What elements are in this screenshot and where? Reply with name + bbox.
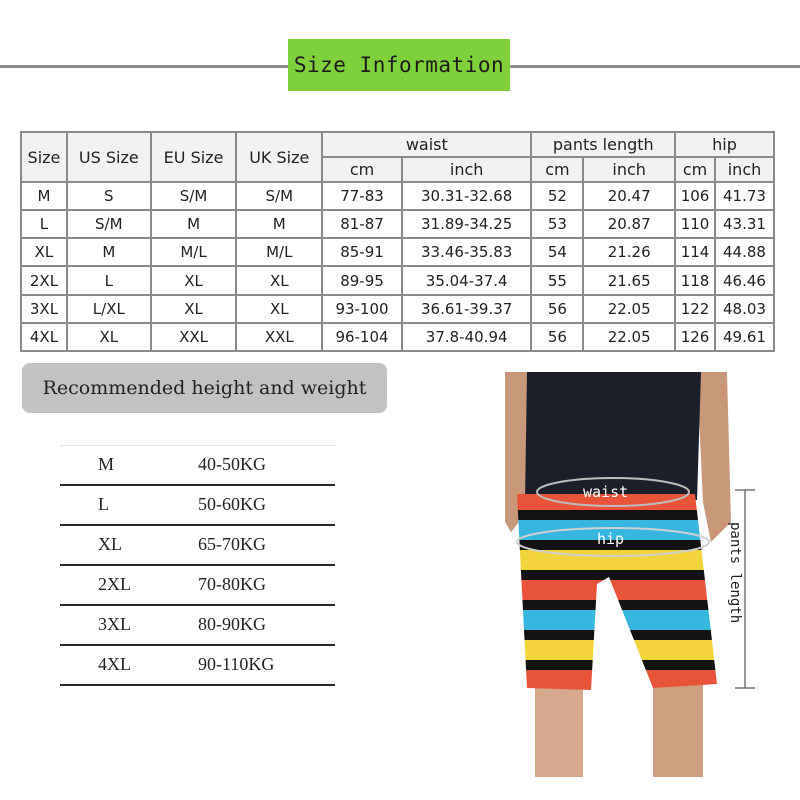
cell-length-cm: 52 xyxy=(531,182,583,210)
reco-weight: 90-110KG xyxy=(198,654,275,674)
cell-length-inch: 20.47 xyxy=(583,182,675,210)
cell-us-size: XL xyxy=(67,323,151,351)
cell-length-inch: 20.87 xyxy=(583,210,675,238)
cell-waist-cm: 96-104 xyxy=(322,323,402,351)
list-item xyxy=(60,486,335,526)
header-eu-size: EU Size xyxy=(151,132,237,182)
cell-length-inch: 21.26 xyxy=(583,238,675,266)
header-size: Size xyxy=(21,132,67,182)
cell-length-inch: 21.65 xyxy=(583,266,675,294)
table-row xyxy=(21,182,774,210)
cell-uk-size: M/L xyxy=(236,238,322,266)
header-pants-length: pants length xyxy=(531,132,675,157)
cell-hip-inch: 43.31 xyxy=(715,210,774,238)
list-item xyxy=(60,646,335,686)
cell-waist-cm: 89-95 xyxy=(322,266,402,294)
header-row-top xyxy=(21,132,774,157)
reco-weight: 70-80KG xyxy=(198,574,266,594)
cell-eu-size: XL xyxy=(151,295,237,323)
cell-us-size: M xyxy=(67,238,151,266)
header-length-cm: cm xyxy=(531,157,583,182)
table-row xyxy=(21,238,774,266)
header-hip: hip xyxy=(675,132,774,157)
cell-us-size: S/M xyxy=(67,210,151,238)
cell-waist-inch: 30.31-32.68 xyxy=(402,182,532,210)
cell-eu-size: M/L xyxy=(151,238,237,266)
cell-size: 4XL xyxy=(21,323,67,351)
reco-size: XL xyxy=(98,534,122,554)
header-length-inch: inch xyxy=(583,157,675,182)
reco-weight: 50-60KG xyxy=(198,494,266,514)
list-item xyxy=(60,445,335,486)
cell-length-cm: 53 xyxy=(531,210,583,238)
size-table-body xyxy=(21,182,774,351)
cell-waist-inch: 36.61-39.37 xyxy=(402,295,532,323)
reco-size: 3XL xyxy=(98,614,131,634)
cell-hip-cm: 106 xyxy=(675,182,715,210)
recommendation-title: Recommended height and weight xyxy=(22,363,387,413)
cell-hip-cm: 118 xyxy=(675,266,715,294)
header-hip-cm: cm xyxy=(675,157,715,182)
cell-hip-cm: 122 xyxy=(675,295,715,323)
list-item xyxy=(60,526,335,566)
reco-size: 2XL xyxy=(98,574,131,594)
cell-size: M xyxy=(21,182,67,210)
reco-size: L xyxy=(98,494,109,514)
cell-hip-cm: 126 xyxy=(675,323,715,351)
right-arm xyxy=(697,372,731,542)
cell-waist-cm: 81-87 xyxy=(322,210,402,238)
cell-hip-cm: 110 xyxy=(675,210,715,238)
cell-waist-inch: 35.04-37.4 xyxy=(402,266,532,294)
cell-waist-inch: 37.8-40.94 xyxy=(402,323,532,351)
recommendation-list xyxy=(60,445,335,686)
cell-length-inch: 22.05 xyxy=(583,295,675,323)
cell-hip-inch: 46.46 xyxy=(715,266,774,294)
table-row xyxy=(21,295,774,323)
header-waist-cm: cm xyxy=(322,157,402,182)
cell-us-size: L xyxy=(67,266,151,294)
size-table-header xyxy=(21,132,774,182)
cell-hip-inch: 44.88 xyxy=(715,238,774,266)
cell-uk-size: M xyxy=(236,210,322,238)
cell-hip-inch: 41.73 xyxy=(715,182,774,210)
table-row xyxy=(21,266,774,294)
header-waist-inch: inch xyxy=(402,157,532,182)
list-item xyxy=(60,566,335,606)
cell-waist-inch: 31.89-34.25 xyxy=(402,210,532,238)
cell-waist-cm: 93-100 xyxy=(322,295,402,323)
reco-size: M xyxy=(98,454,115,474)
cell-waist-cm: 77-83 xyxy=(322,182,402,210)
reco-weight: 40-50KG xyxy=(198,454,266,474)
right-leg xyxy=(653,677,703,777)
cell-uk-size: XL xyxy=(236,295,322,323)
header-us-size: US Size xyxy=(67,132,151,182)
cell-eu-size: XL xyxy=(151,266,237,294)
waist-label: waist xyxy=(583,483,629,501)
cell-size: L xyxy=(21,210,67,238)
cell-size: 2XL xyxy=(21,266,67,294)
cell-waist-inch: 33.46-35.83 xyxy=(402,238,532,266)
reco-weight: 65-70KG xyxy=(198,534,266,554)
cell-length-cm: 56 xyxy=(531,295,583,323)
cell-hip-inch: 49.61 xyxy=(715,323,774,351)
cell-length-cm: 55 xyxy=(531,266,583,294)
cell-waist-cm: 85-91 xyxy=(322,238,402,266)
header-hip-inch: inch xyxy=(715,157,774,182)
cell-length-cm: 56 xyxy=(531,323,583,351)
cell-eu-size: S/M xyxy=(151,182,237,210)
cell-size: XL xyxy=(21,238,67,266)
table-row xyxy=(21,323,774,351)
header-uk-size: UK Size xyxy=(236,132,322,182)
cell-uk-size: S/M xyxy=(236,182,322,210)
page-title: Size Information xyxy=(288,39,510,91)
reco-weight: 80-90KG xyxy=(198,614,266,634)
reco-size: 4XL xyxy=(98,654,131,674)
cell-size: 3XL xyxy=(21,295,67,323)
cell-us-size: S xyxy=(67,182,151,210)
model-shorts-figure xyxy=(505,372,795,777)
cell-eu-size: M xyxy=(151,210,237,238)
hip-label: hip xyxy=(597,530,625,548)
cell-uk-size: XXL xyxy=(236,323,322,351)
cell-us-size: L/XL xyxy=(67,295,151,323)
header-waist: waist xyxy=(322,132,531,157)
cell-length-inch: 22.05 xyxy=(583,323,675,351)
cell-length-cm: 54 xyxy=(531,238,583,266)
striped-shorts xyxy=(505,490,735,690)
pants-length-label: pants length xyxy=(727,522,743,624)
cell-hip-inch: 48.03 xyxy=(715,295,774,323)
table-row xyxy=(21,210,774,238)
list-item xyxy=(60,606,335,646)
left-leg xyxy=(535,677,583,777)
size-chart-table xyxy=(20,131,775,352)
cell-uk-size: XL xyxy=(236,266,322,294)
cell-hip-cm: 114 xyxy=(675,238,715,266)
cell-eu-size: XXL xyxy=(151,323,237,351)
